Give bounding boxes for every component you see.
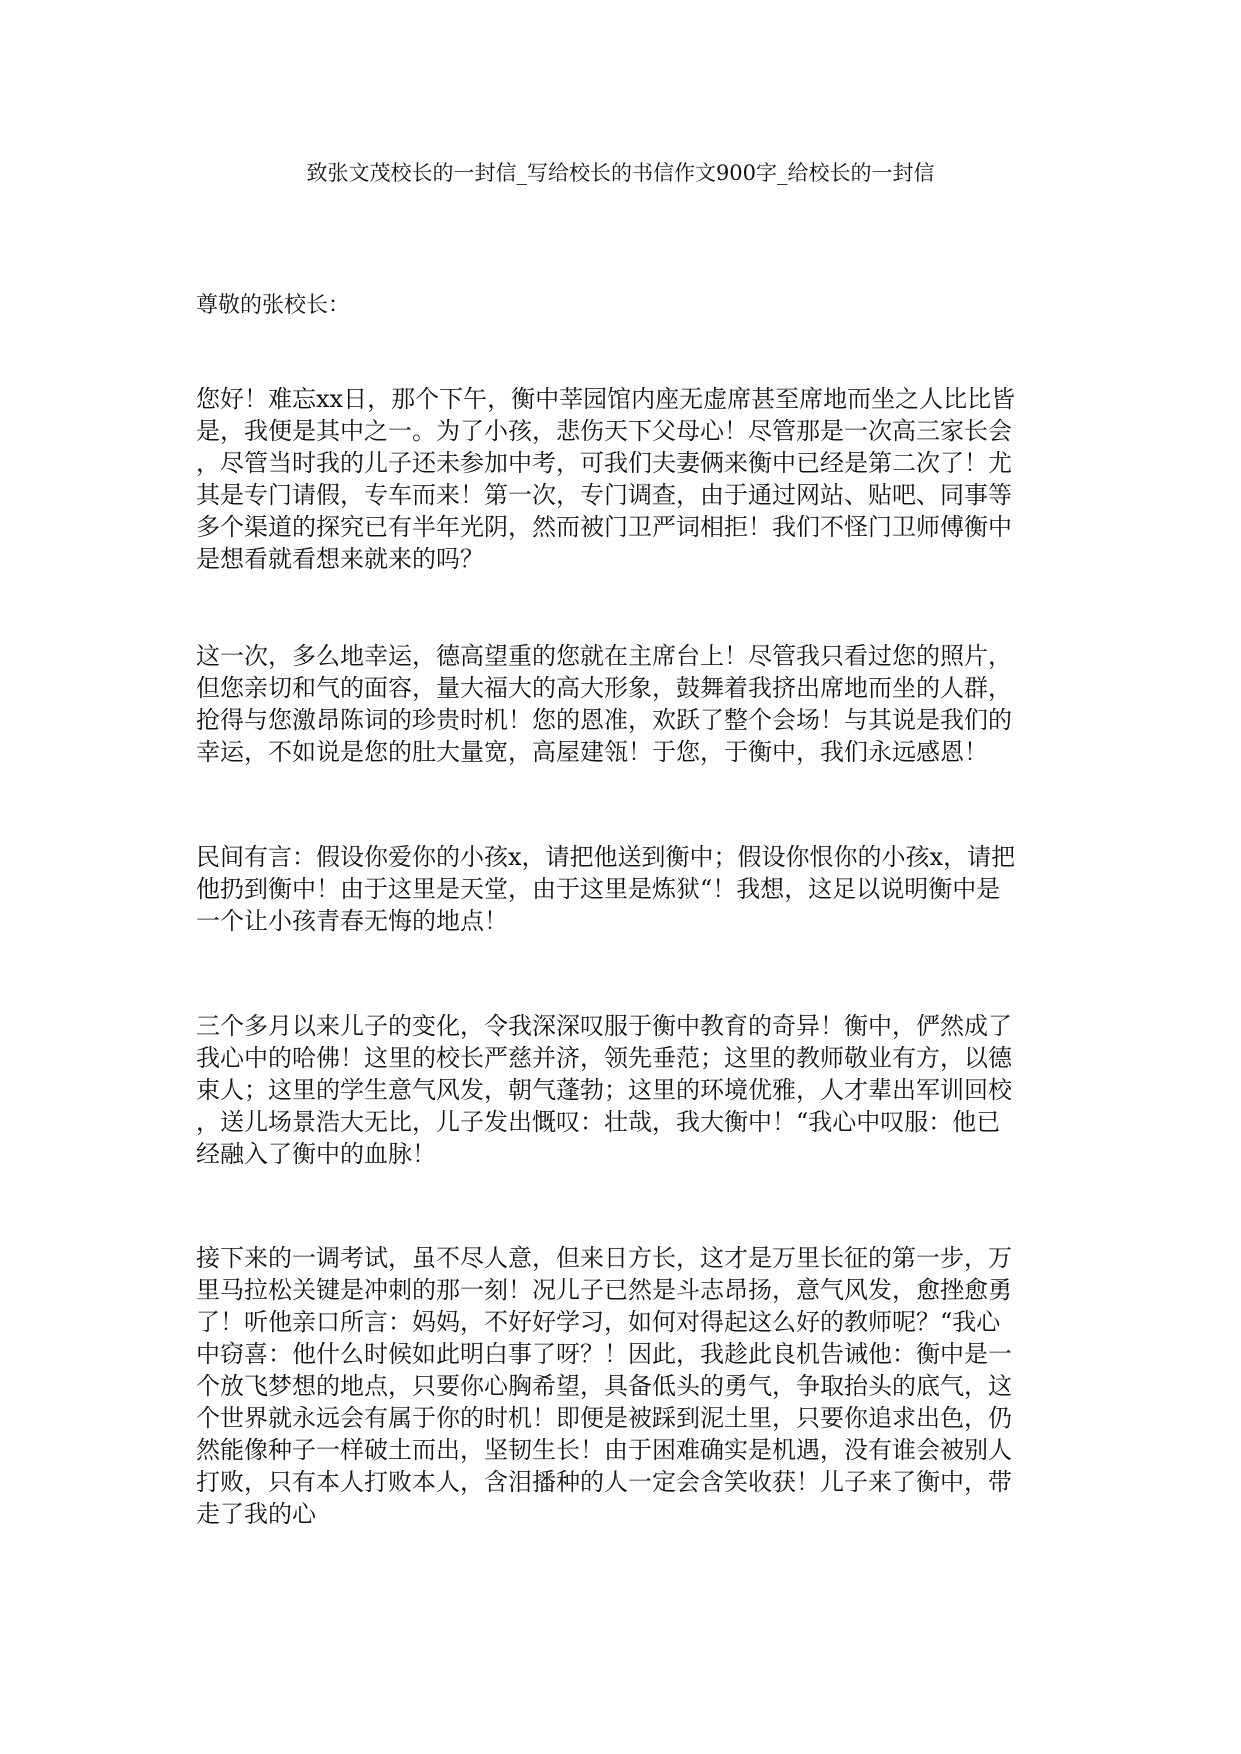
paragraph-line: 民间有言：假设你爱你的小孩x，请把他送到衡中；假设你恨你的小孩x，请把 xyxy=(196,843,1016,871)
paragraph-line: 接下来的一调考试，虽不尽人意，但来日方长，这才是万里长征的第一步，万 xyxy=(196,1244,1012,1272)
paragraph-line: 您好！难忘xx日，那个下午，衡中莘园馆内座无虚席甚至席地而坐之人比比皆 xyxy=(196,385,1016,413)
paragraph-4 xyxy=(196,1010,1056,1170)
paragraph-line: 里马拉松关键是冲刺的那一刻！况儿子已然是斗志昂扬，意气风发，愈挫愈勇 xyxy=(196,1276,1012,1304)
paragraph-line: 中窃喜：他什么时候如此明白事了呀？！因此，我趁此良机告诫他：衡中是一 xyxy=(196,1340,1012,1368)
paragraph-line: 他扔到衡中！由于这里是天堂，由于这里是炼狱“！我想，这足以说明衡中是 xyxy=(196,875,1001,903)
paragraph-line: 经融入了衡中的血脉！ xyxy=(196,1140,436,1168)
paragraph-line: 然能像种子一样破土而出，坚韧生长！由于困难确实是机遇，没有谁会被别人 xyxy=(196,1436,1012,1464)
paragraph-line: 这一次，多么地幸运，德高望重的您就在主席台上！尽管我只看过您的照片， xyxy=(196,642,1012,670)
paragraph-line: ，送儿场景浩大无比，儿子发出慨叹：壮哉，我大衡中！“我心中叹服：他已 xyxy=(196,1108,1001,1136)
paragraph-line: 其是专门请假，专车而来！第一次，专门调查，由于通过网站、贴吧、同事等 xyxy=(196,481,1012,509)
paragraph-line: 一个让小孩青春无悔的地点！ xyxy=(196,907,508,935)
paragraph-line: 三个多月以来儿子的变化，令我深深叹服于衡中教育的奇异！衡中，俨然成了 xyxy=(196,1012,1012,1040)
paragraph-line: 抢得与您激昂陈词的珍贵时机！您的恩准，欢跃了整个会场！与其说是我们的 xyxy=(196,706,1012,734)
paragraph-line: 束人；这里的学生意气风发，朝气蓬勃；这里的环境优雅，人才辈出军训回校 xyxy=(196,1076,1012,1104)
paragraph-line: 个世界就永远会有属于你的时机！即便是被踩到泥土里，只要你追求出色，仍 xyxy=(196,1404,1012,1432)
paragraph-line: 走了我的心 xyxy=(196,1500,316,1528)
paragraph-line: 我心中的哈佛！这里的校长严慈并济，领先垂范；这里的教师敬业有方，以德 xyxy=(196,1044,1012,1072)
paragraph-line: 多个渠道的探究已有半年光阴，然而被门卫严词相拒！我们不怪门卫师傅衡中 xyxy=(196,513,1012,541)
paragraph-2 xyxy=(196,640,1056,768)
paragraph-line: 打败，只有本人打败本人，含泪播种的人一定会含笑收获！儿子来了衡中，带 xyxy=(196,1468,1012,1496)
paragraph-5 xyxy=(196,1242,1056,1530)
paragraph-1 xyxy=(196,383,1056,575)
salutation: 尊敬的张校长： xyxy=(196,293,351,318)
paragraph-line: 幸运，不如说是您的肚大量宽，高屋建瓴！于您，于衡中，我们永远感恩！ xyxy=(196,738,988,766)
paragraph-line: 是想看就看想来就来的吗？ xyxy=(196,545,484,573)
paragraph-line: 了！听他亲口所言：妈妈，不好好学习，如何对得起这么好的教师呢？“我心 xyxy=(196,1308,1001,1336)
document-title: 致张文茂校长的一封信_写给校长的书信作文900字_给校长的一封信 xyxy=(306,161,935,185)
paragraph-line: ，尽管当时我的儿子还未参加中考，可我们夫妻俩来衡中已经是第二次了！尤 xyxy=(196,449,1012,477)
paragraph-line: 个放飞梦想的地点，只要你心胸希望，具备低头的勇气，争取抬头的底气，这 xyxy=(196,1372,1012,1400)
paragraph-3 xyxy=(196,841,1056,937)
paragraph-line: 是，我便是其中之一。为了小孩，悲伤天下父母心！尽管那是一次高三家长会 xyxy=(196,417,1012,445)
paragraph-line: 但您亲切和气的面容，量大福大的高大形象，鼓舞着我挤出席地而坐的人群， xyxy=(196,674,1012,702)
